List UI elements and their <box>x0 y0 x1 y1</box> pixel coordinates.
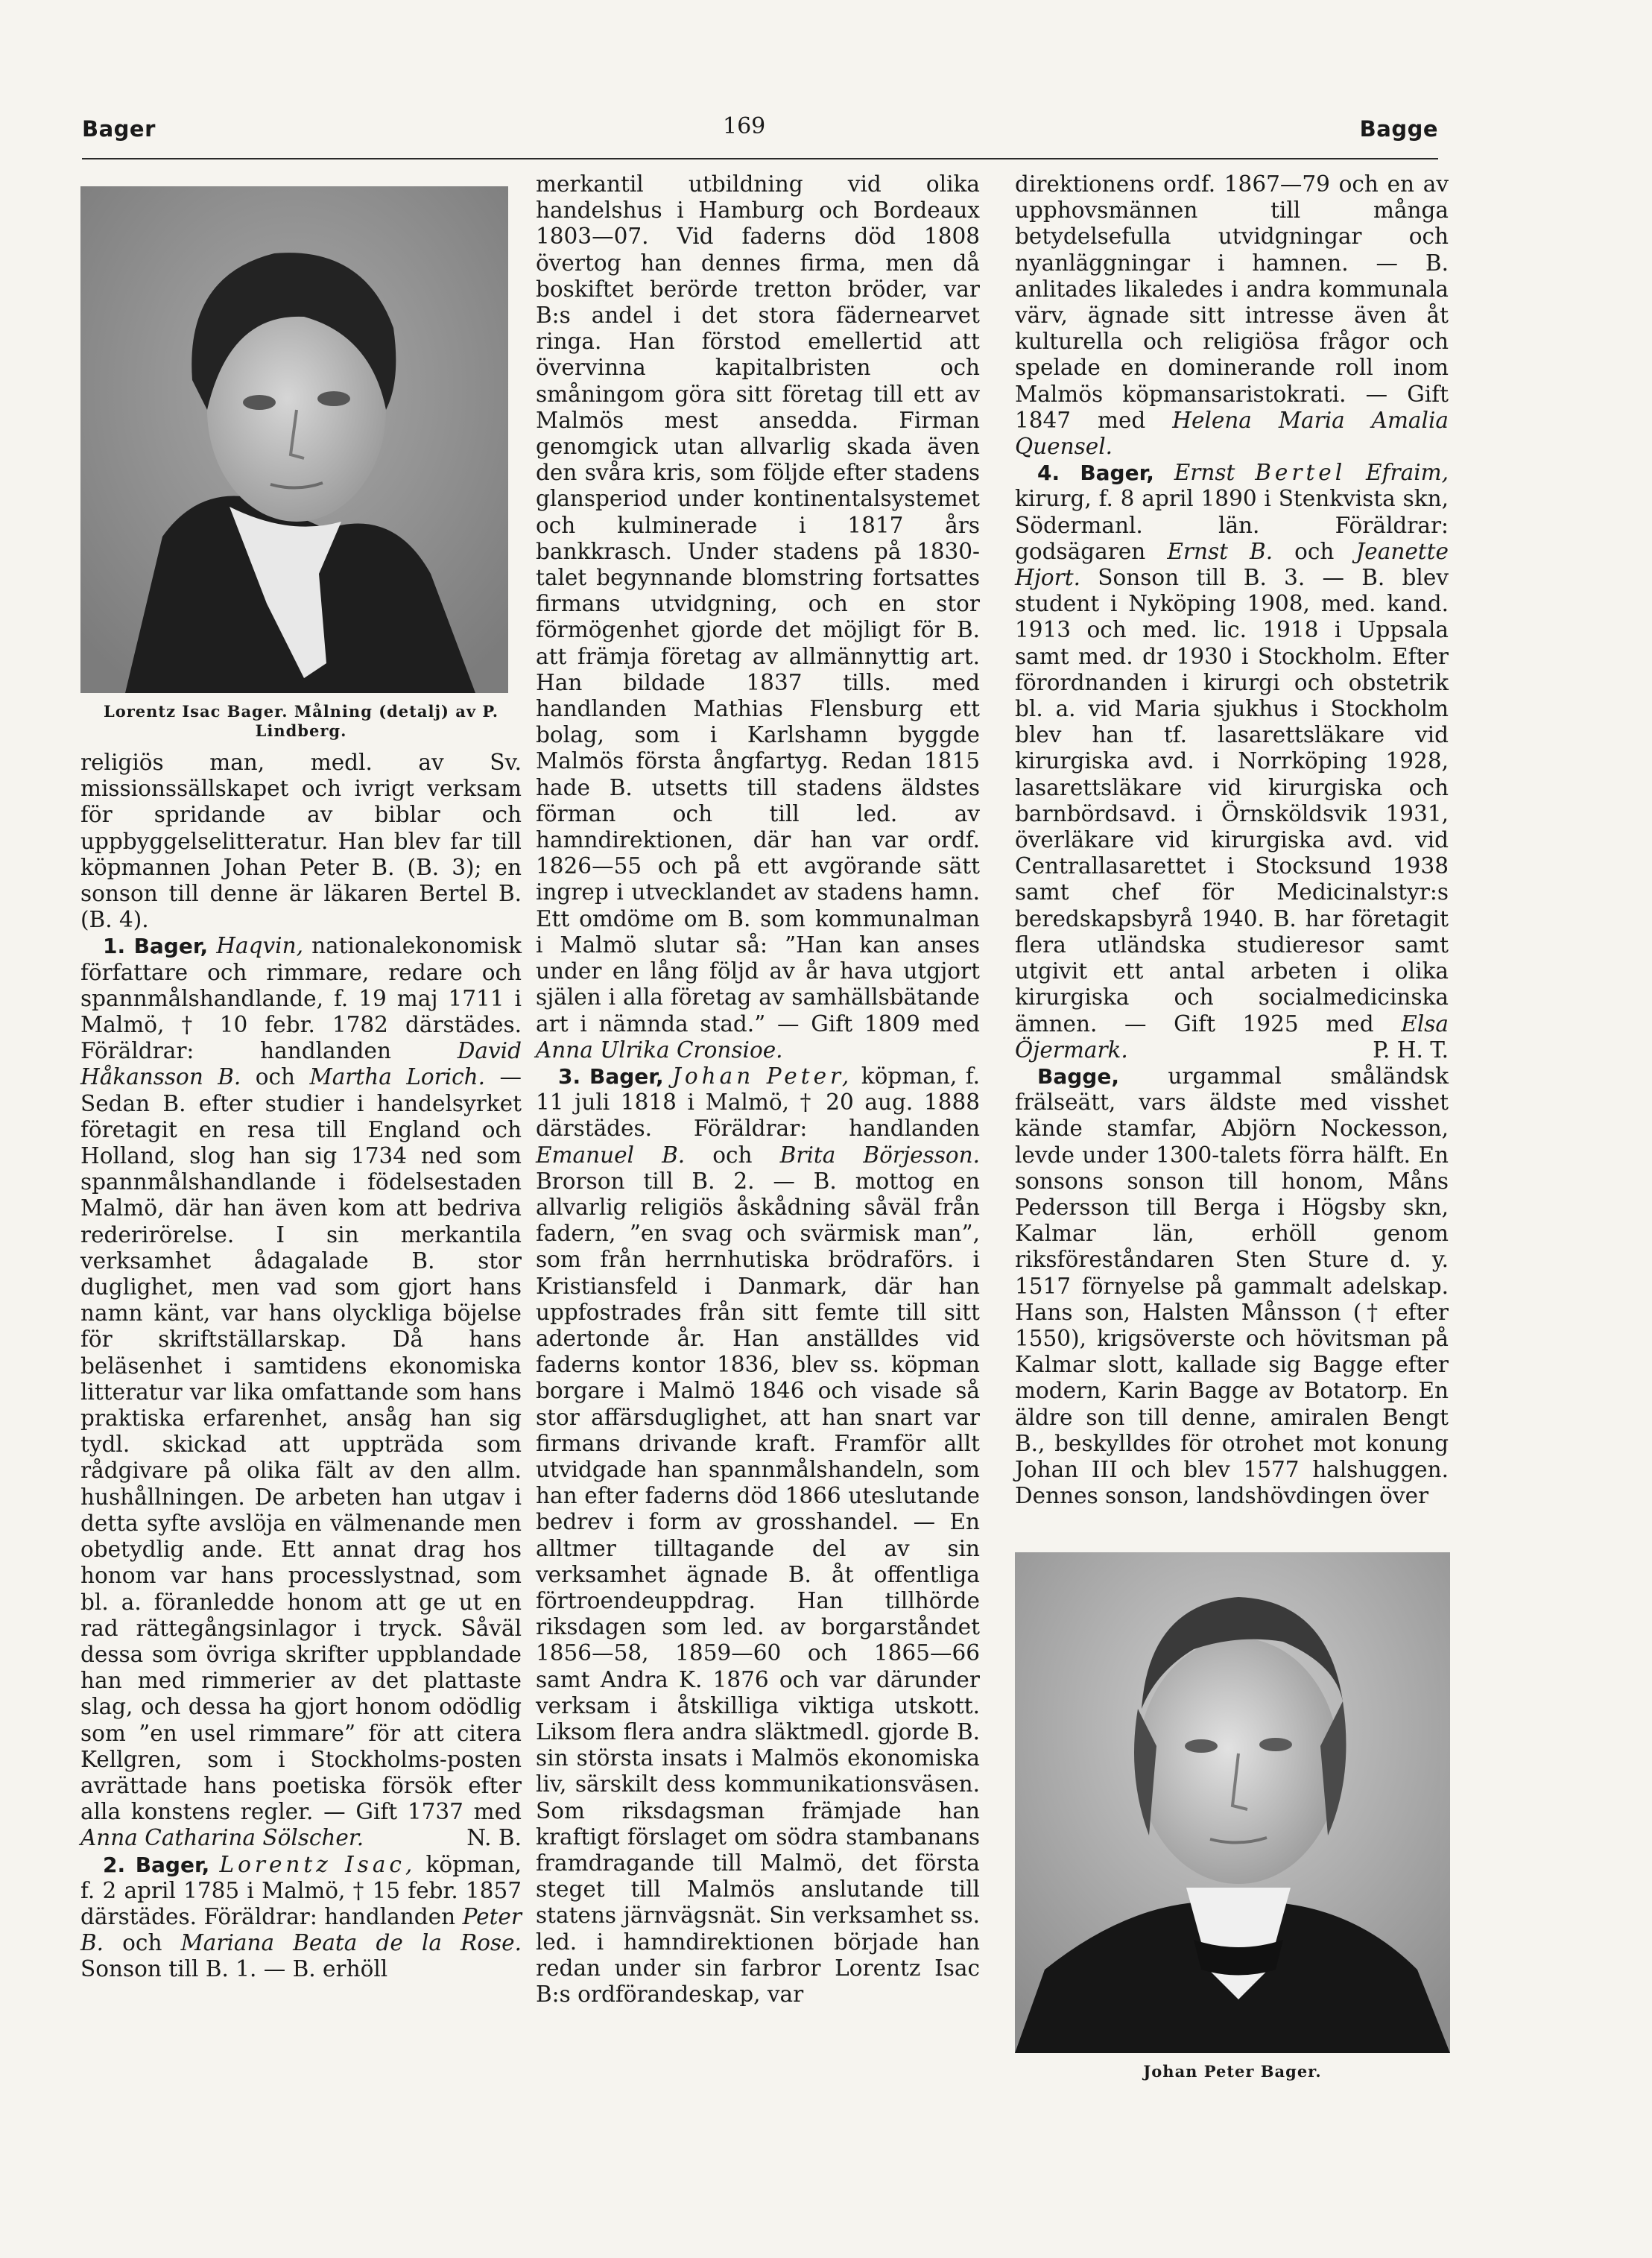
entry-2-text-a: köpman, f. 2 april 1785 i Malmö, † 15 febr. 1857 därstädes. Föräldrar: handlanden <box>80 1851 522 1929</box>
portrait-johan-peter-bager <box>1015 1552 1450 2053</box>
entry-4-signature: P. H. T. <box>1373 1037 1449 1063</box>
entry-2-name: Lorentz Isac, <box>219 1851 417 1877</box>
entry-2 <box>80 1852 522 1983</box>
entry-3 <box>536 1063 980 2008</box>
page-number: 169 <box>723 113 766 139</box>
entry-1-wife: Anna Catharina Sölscher. <box>80 1825 364 1851</box>
portrait-2-caption: Johan Peter Bager. <box>1143 2062 1322 2081</box>
entry-4-name-pre: Ernst <box>1174 460 1235 486</box>
entry-3-and: och <box>712 1142 753 1168</box>
header-left-word: Bager <box>82 116 156 142</box>
entry-4-text-a: kirurg, f. 8 april 1890 i Stenkvista skn, Södermanl. län. Föräldrar: godsägaren <box>1015 486 1449 564</box>
entry-1-and: och <box>255 1064 296 1090</box>
entry-1-name: Haqvin, <box>216 933 303 959</box>
entry-3-text-a: köpman, f. 11 juli 1818 i Malmö, † 20 aug. 1888 därstädes. Föräldrar: handlanden <box>536 1063 980 1142</box>
header-right-word: Bagge <box>1359 116 1438 142</box>
entry-1-text-a: nationalekonomisk författare och rimmare, redare och spannmålshandlande, f. 19 maj 1711 i Malmö, † 10 febr. 1782 därstädes. Föräldrar: handlanden <box>80 933 522 1064</box>
entry-4 <box>1015 460 1449 1063</box>
entry-3-text-b: Brorson till B. 2. — B. mottog en allvarlig religiös åskådning såväl från fadern, ”en svag och svärmisk man”, som från herrnhutiska brödraförs. i Kristiansfeld i Danmark, där han uppfostrades från sitt femte till sitt adertonde år. Han anställdes vid faderns kontor 1836, blev ss. köpman borgare i Malmö 1846 och visade så stor affärsduglighet, att han snart var firmans drivande kraft. Framför allt utvidgade han spannmålshandeln, som han efter faderns död 1866 uteslutande bedrev i form av grosshandel. — En alltmer tilltagande del av sin verksamhet ägnade B. åt offentliga förtroendeuppdrag. Han tillhörde riksdagen som led. av borgarståndet 1856—58, 1859—60 och 1865—66 samt Andra K. 1876 och var därunder verksam i åtskilliga viktiga utskott. Liksom flera andra släktmedl. gjorde B. sin största insats i Malmös ekonomiska liv, särskilt dess kommunikationsväsen. Som riksdagsman främjade han kraftigt förslaget om södra stambanans framdragande till Malmö, det första steget till Malmös anslutande till statens järnvägsnät. Sin verksamhet ss. led. i hamndirektionen började han redan under sin farbror Lorentz Isac B:s ordförandeskap, var <box>536 1168 980 2008</box>
entry-2-continued <box>536 171 980 1063</box>
entry-4-father: Ernst B. <box>1167 538 1273 564</box>
col3-text-a: direktionens ordf. 1867—79 och en av upphovsmännen till många betydelsefulla utvidgningar och nyanläggningar i hamnen. — B. anlitades likaledes i andra kommunala värv, ägnade sitt intresse även åt kulturella och religiösa frågor och spelade en dominerande roll inom Malmös köpmansaristokrati. — Gift 1847 med <box>1015 171 1449 433</box>
entry-2-and: och <box>122 1930 162 1956</box>
entry-1-mother: Martha Lorich. <box>309 1064 486 1090</box>
entry-1-text-b: — Sedan B. efter studier i handelsyrket företagit en resa till England och Holland, slog han sig 1734 ned som spannmålshandlande i födelsestaden Malmö, där han även kom att bedriva rederirörelse. I sin merkantila verksamhet ådagalade B. stor duglighet, men vad som gjort hans namn känt, var hans olyckliga böjelse för skriftställarskap. Då hans beläsenhet i samtidens ekonomiska litteratur var lika omfattande som hans praktiska erfarenhet, ansåg han sig tydl. skickad att uppträda som rådgivare på olika fält av den allm. hushållningen. De arbeten han utgav i detta syfte avslöja en välmenande men obetydlig ande. Ett annat drag hos honom var hans processlystnad, som bl. a. föranledde honom att ge ut en rad rättegångsinlagor i tryck. Såväl dessa som övriga skrifter uppblandade han med rimmerier av det plattaste slag, och dessa ha gjort honom odödlig som ”en usel rimmare” för att citera Kellgren, som i Stockholms-posten avrättade hans poetiska försök efter alla konstens regler. — Gift 1737 med <box>80 1064 522 1825</box>
intro-text: religiös man, medl. av Sv. missionssällskapet och ivrigt verksam för spridande av biblar och uppbyggelselitteratur. Han blev far till köpmannen Johan Peter B. (B. 3); en sonson till denne är läkaren Bertel B. (B. 4). <box>80 750 522 933</box>
portrait-lorentz-isac-bager <box>80 186 508 693</box>
entry-2-heading: 2. Bager, <box>103 1852 210 1877</box>
entry-1-signature: N. B. <box>466 1825 522 1851</box>
entry-2-text-b: Sonson till B. 1. — B. erhöll <box>80 1956 388 1982</box>
entry-3-mother: Brita Börjesson. <box>779 1142 980 1168</box>
entry-2-father: Peter B. <box>80 1903 522 1956</box>
column-2 <box>536 171 980 2008</box>
entry-3-name: Johan Peter, <box>672 1063 853 1089</box>
portrait-1-caption: Lorentz Isac Bager. Målning (detalj) av P. Lindberg. <box>103 702 499 740</box>
entry-1-father: David Håkansson B. <box>80 1038 522 1090</box>
column-3 <box>1015 171 1449 2081</box>
entry-4-name-post: Efraim, <box>1366 460 1449 486</box>
entry-3-father: Emanuel B. <box>536 1142 686 1168</box>
entry-4-wife: Elsa Öjermark. <box>1015 1011 1449 1063</box>
portrait-2-image <box>1015 1552 1450 2053</box>
entry-bagge-heading: Bagge, <box>1037 1063 1119 1089</box>
header-rule <box>82 158 1438 159</box>
entry-3-wife: Helena Maria Amalia Quensel. <box>1015 407 1449 460</box>
entry-2-mother: Mariana Beata de la Rose. <box>180 1930 522 1956</box>
text-intro <box>80 750 522 933</box>
entry-3-continued <box>1015 171 1449 460</box>
entry-4-name: Bertel <box>1255 460 1346 486</box>
portrait-1-image <box>80 186 508 693</box>
entry-1 <box>80 933 522 1851</box>
entry-3-heading: 3. Bager, <box>558 1063 664 1089</box>
entry-4-text-b: Sonson till B. 3. — B. blev student i Nyköping 1908, med. kand. 1913 och med. lic. 1918 i Uppsala samt med. dr 1930 i Stockholm. Efter förordnanden i kirurgi och obstetrik bl. a. vid Maria sjukhus i Stockholm blev han tf. lasarettsläkare vid kirurgiska avd. i Norrköping 1928, lasarettsläkare vid kirurgiska och barnbördsavd. i Örnsköldsvik 1931, överläkare vid kirurgiska avd. vid Centrallasarettet i Stocksund 1938 samt chef för Medicinalstyr:s beredskapsbyrå 1940. B. har företagit flera utländska studieresor samt utgivit ett antal arbeten i olika kirurgiska och socialmedicinska ämnen. — Gift 1925 med <box>1015 565 1449 1037</box>
entry-4-heading: 4. Bager, <box>1037 461 1154 486</box>
entry-1-heading: 1. Bager, <box>103 934 209 959</box>
col2-text-a: merkantil utbildning vid olika handelshus i Hamburg och Bordeaux 1803—07. Vid faderns död 1808 övertog han dennes firma, men då boskiftet berörde tretton bröder, var B:s andel i det stora fädernearvet ringa. Han förstod emellertid att övervinna kapitalbristen och småningom göra sitt företag till ett av Malmös mest ansedda. Firman genomgick utan allvarlig skada även den svåra kris, som följde efter stadens glansperiod under kontinentalsystemet och kulminerade i 1817 års bankkrasch. Under stadens på 1830-talet begynnande blomstring fortsattes firmans utvidgning, och en stor förmögenhet gjorde det möjligt för B. att främja företag av allmännyttig art. Han bildade 1837 tills. med handlanden Mathias Flensburg ett bolag, som i Karlshamn byggde Malmös första ångfartyg. Redan 1815 hade B. utsetts till stadens äldstes förman och till led. av hamndirektionen, där han var ordf. 1826—55 och på ett avgörande sätt ingrep i utvecklandet av stadens hamn. Ett omdöme om B. som kommunalman i Malmö slutar så: ”Han kan anses under en lång följd av år hava utgjort själen i alla företag av samhällsbätande art i nämnda stad.” — Gift 1809 med <box>536 171 980 1037</box>
running-header <box>82 110 1438 155</box>
column-1 <box>80 171 522 1983</box>
entry-2-wife: Anna Ulrika Cronsioe. <box>536 1037 783 1063</box>
entry-bagge-text: urgammal småländsk frälseätt, vars äldste med visshet kände stamfar, Abjörn Nockesson, levde under 1300-talets förra hälft. En sonsons sonson till honom, Måns Pedersson till Berga i Högsby skn, Kalmar län, erhöll genom riksföreståndaren Sten Sture d. y. 1517 förnyelse på gammalt adelskap. Hans son, Halsten Månsson († efter 1550), krigsöverste och hövitsman på Kalmar slott, kallade sig Bagge efter modern, Karin Bagge av Botatorp. En äldre son till denne, amiralen Bengt B., beskylldes för otrohet mot konung Johan III och blev 1577 halshuggen. Dennes sonson, landshövdingen över <box>1015 1063 1449 1509</box>
entry-4-mother: Jeanette Hjort. <box>1015 538 1449 591</box>
entry-bagge <box>1015 1063 1449 1509</box>
entry-4-and: och <box>1294 538 1335 564</box>
